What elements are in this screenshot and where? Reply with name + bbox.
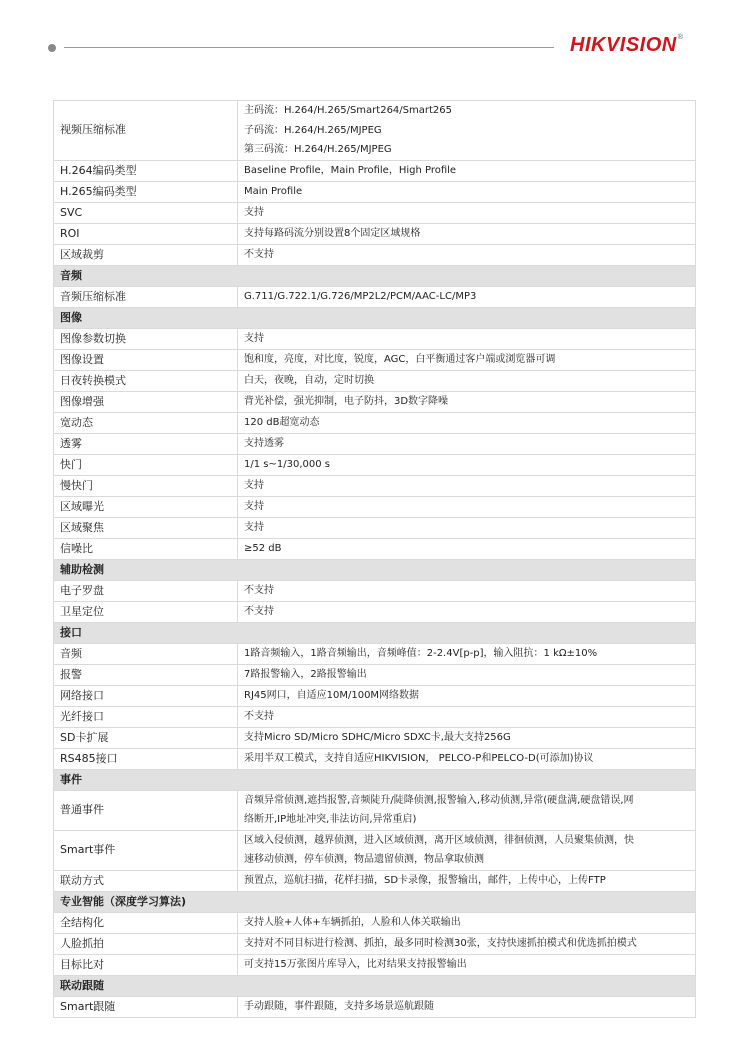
- spec-name: 宽动态: [54, 412, 238, 433]
- spec-value: [238, 454, 696, 475]
- spec-row: [54, 996, 696, 1017]
- spec-name: 人脸抓拍: [54, 933, 238, 954]
- spec-value-line: 采用半双工模式，支持自适应HIKVISION， PELCO-P和PELCO-D(可添加)协议: [244, 752, 594, 764]
- section-header-row: [54, 975, 696, 996]
- spec-name: 普通事件: [54, 790, 238, 830]
- spec-name: 区域曝光: [54, 496, 238, 517]
- section-title: 辅助检测: [54, 559, 696, 580]
- spec-row: [54, 933, 696, 954]
- spec-value-line: 1/1 s~1/30,000 s: [244, 458, 330, 470]
- spec-value-line: 区域入侵侦测，越界侦测，进入区域侦测，离开区域侦测，徘徊侦测，人员聚集侦测，快: [244, 834, 634, 846]
- spec-value-line: 手动跟随，事件跟随，支持多场景巡航跟随: [244, 1000, 434, 1012]
- spec-name: 全结构化: [54, 912, 238, 933]
- registered-mark: ®: [677, 34, 684, 41]
- spec-name: RS485接口: [54, 748, 238, 769]
- spec-value-line: 预置点，巡航扫描，花样扫描，SD卡录像，报警输出，邮件，上传中心，上传FTP: [244, 874, 606, 886]
- spec-value: [238, 664, 696, 685]
- spec-value: [238, 160, 696, 181]
- spec-row: [54, 496, 696, 517]
- spec-row: [54, 580, 696, 601]
- spec-name: Smart跟随: [54, 996, 238, 1017]
- spec-row: [54, 912, 696, 933]
- brand-name: HIKVISION: [570, 34, 677, 56]
- section-header-row: [54, 622, 696, 643]
- spec-row: [54, 160, 696, 181]
- spec-row: [54, 412, 696, 433]
- spec-value: [238, 496, 696, 517]
- spec-value: [238, 912, 696, 933]
- spec-value: [238, 475, 696, 496]
- spec-value: [238, 538, 696, 559]
- spec-value-line: 子码流：H.264/H.265/MJPEG: [244, 124, 382, 136]
- spec-row: [54, 244, 696, 265]
- spec-row: [54, 454, 696, 475]
- spec-row: [54, 601, 696, 622]
- spec-row: [54, 870, 696, 891]
- spec-value-line: 120 dB超宽动态: [244, 416, 320, 428]
- spec-row: [54, 370, 696, 391]
- spec-row: [54, 202, 696, 223]
- spec-name: 透雾: [54, 433, 238, 454]
- spec-value: [238, 933, 696, 954]
- spec-name: SD卡扩展: [54, 727, 238, 748]
- spec-name: 网络接口: [54, 685, 238, 706]
- spec-name: 信噪比: [54, 538, 238, 559]
- spec-name: 卫星定位: [54, 601, 238, 622]
- spec-value-line: 支持: [244, 500, 264, 512]
- spec-value-line: 支持: [244, 479, 264, 491]
- spec-name: 光纤接口: [54, 706, 238, 727]
- spec-name: 慢快门: [54, 475, 238, 496]
- spec-value: [238, 433, 696, 454]
- spec-row: [54, 101, 696, 161]
- spec-value: [238, 727, 696, 748]
- spec-name: 报警: [54, 664, 238, 685]
- spec-name: 区域聚焦: [54, 517, 238, 538]
- spec-value: [238, 349, 696, 370]
- spec-row: [54, 433, 696, 454]
- spec-name: H.265编码类型: [54, 181, 238, 202]
- spec-row: [54, 517, 696, 538]
- spec-row: [54, 538, 696, 559]
- spec-name: 图像参数切换: [54, 328, 238, 349]
- spec-value: [238, 391, 696, 412]
- spec-value-line: 不支持: [244, 605, 274, 617]
- spec-value: [238, 244, 696, 265]
- spec-value: [238, 643, 696, 664]
- spec-value-line: 7路报警输入，2路报警输出: [244, 668, 367, 680]
- spec-value: [238, 286, 696, 307]
- spec-row: [54, 391, 696, 412]
- section-title: 图像: [54, 307, 696, 328]
- spec-value: [238, 685, 696, 706]
- spec-value-line: G.711/G.722.1/G.726/MP2L2/PCM/AAC-LC/MP3: [244, 290, 477, 302]
- spec-value: [238, 996, 696, 1017]
- spec-value-line: 1路音频输入，1路音频输出，音频峰值：2-2.4V[p-p]，输入阻抗：1 kΩ±10%: [244, 647, 598, 659]
- spec-row: [54, 727, 696, 748]
- section-title: 联动跟随: [54, 975, 696, 996]
- spec-row: [54, 223, 696, 244]
- spec-name: 图像增强: [54, 391, 238, 412]
- spec-name: 电子罗盘: [54, 580, 238, 601]
- spec-row: [54, 706, 696, 727]
- spec-value-line: 支持Micro SD/Micro SDHC/Micro SDXC卡,最大支持256G: [244, 731, 511, 743]
- spec-name: 音频压缩标准: [54, 286, 238, 307]
- spec-name: 联动方式: [54, 870, 238, 891]
- spec-table-body: [54, 101, 696, 1018]
- spec-value: [238, 202, 696, 223]
- spec-name: H.264编码类型: [54, 160, 238, 181]
- spec-value-line: RJ45网口，自适应10M/100M网络数据: [244, 689, 420, 701]
- spec-row: [54, 830, 696, 870]
- spec-name: 日夜转换模式: [54, 370, 238, 391]
- spec-value: [238, 706, 696, 727]
- spec-row: [54, 181, 696, 202]
- section-title: 事件: [54, 769, 696, 790]
- spec-value-line: 支持人脸+人体+车辆抓拍，人脸和人体关联输出: [244, 916, 461, 928]
- spec-name: 目标比对: [54, 954, 238, 975]
- spec-row: [54, 286, 696, 307]
- section-header-row: [54, 891, 696, 912]
- spec-value-line: 络断开,IP地址冲突,非法访问,异常重启): [244, 814, 417, 825]
- spec-value-line: 音频异常侦测,遮挡报警,音频陡升/陡降侦测,报警输入,移动侦测,异常(硬盘满,硬盘错误,网: [244, 794, 634, 806]
- spec-value: [238, 580, 696, 601]
- spec-name: 区域裁剪: [54, 244, 238, 265]
- spec-value-line: 可支持15万张图片库导入，比对结果支持报警输出: [244, 958, 467, 970]
- spec-value-line: Main Profile: [244, 185, 303, 197]
- spec-value: [238, 870, 696, 891]
- spec-value-line: 第三码流：H.264/H.265/MJPEG: [244, 144, 392, 155]
- spec-value: [238, 223, 696, 244]
- spec-value-line: 背光补偿，强光抑制，电子防抖，3D数字降噪: [244, 395, 449, 407]
- spec-value-line: 不支持: [244, 248, 274, 260]
- spec-value-line: 饱和度，亮度，对比度，锐度，AGC，白平衡通过客户端或浏览器可调: [244, 353, 556, 365]
- spec-value: [238, 181, 696, 202]
- spec-name: SVC: [54, 202, 238, 223]
- header-rule: [64, 47, 554, 48]
- spec-name: Smart事件: [54, 830, 238, 870]
- spec-row: [54, 790, 696, 830]
- spec-row: [54, 349, 696, 370]
- spec-row: [54, 685, 696, 706]
- spec-value-line: 支持: [244, 206, 264, 218]
- spec-value-line: 白天，夜晚，自动，定时切换: [244, 374, 374, 386]
- header-dot: [48, 44, 56, 52]
- section-title: 接口: [54, 622, 696, 643]
- spec-value: [238, 748, 696, 769]
- spec-value-line: 支持: [244, 332, 264, 344]
- section-title: 专业智能（深度学习算法): [54, 891, 696, 912]
- spec-row: [54, 664, 696, 685]
- spec-row: [54, 954, 696, 975]
- spec-row: [54, 328, 696, 349]
- section-header-row: [54, 307, 696, 328]
- spec-value-line: 支持: [244, 521, 264, 533]
- spec-value-line: Baseline Profile，Main Profile，High Profile: [244, 164, 457, 176]
- hikvision-logo: [570, 34, 683, 57]
- section-header-row: [54, 769, 696, 790]
- section-header-row: [54, 265, 696, 286]
- section-title: 音频: [54, 265, 696, 286]
- spec-value: [238, 601, 696, 622]
- spec-value: [238, 517, 696, 538]
- spec-value-line: 速移动侦测，停车侦测，物品遗留侦测，物品拿取侦测: [244, 854, 484, 865]
- section-header-row: [54, 559, 696, 580]
- spec-value-line: ≥52 dB: [244, 542, 282, 554]
- spec-row: [54, 748, 696, 769]
- spec-name: 图像设置: [54, 349, 238, 370]
- spec-value: [238, 954, 696, 975]
- spec-name: 视频压缩标准: [54, 101, 238, 161]
- spec-value: [238, 830, 696, 870]
- spec-name: 快门: [54, 454, 238, 475]
- spec-row: [54, 475, 696, 496]
- spec-value: [238, 328, 696, 349]
- spec-name: ROI: [54, 223, 238, 244]
- spec-value: [238, 101, 696, 161]
- spec-value-line: 不支持: [244, 710, 274, 722]
- spec-value: [238, 790, 696, 830]
- spec-value: [238, 370, 696, 391]
- spec-value-line: 支持透雾: [244, 437, 284, 449]
- spec-value-line: 支持每路码流分别设置8个固定区域规格: [244, 227, 421, 239]
- spec-value-line: 主码流：H.264/H.265/Smart264/Smart265: [244, 105, 452, 116]
- spec-value-line: 不支持: [244, 584, 274, 596]
- spec-row: [54, 643, 696, 664]
- spec-value-line: 支持对不同目标进行检测、抓拍，最多同时检测30张，支持快速抓拍模式和优选抓拍模式: [244, 937, 637, 949]
- spec-name: 音频: [54, 643, 238, 664]
- spec-value: [238, 412, 696, 433]
- spec-table: [53, 100, 696, 1018]
